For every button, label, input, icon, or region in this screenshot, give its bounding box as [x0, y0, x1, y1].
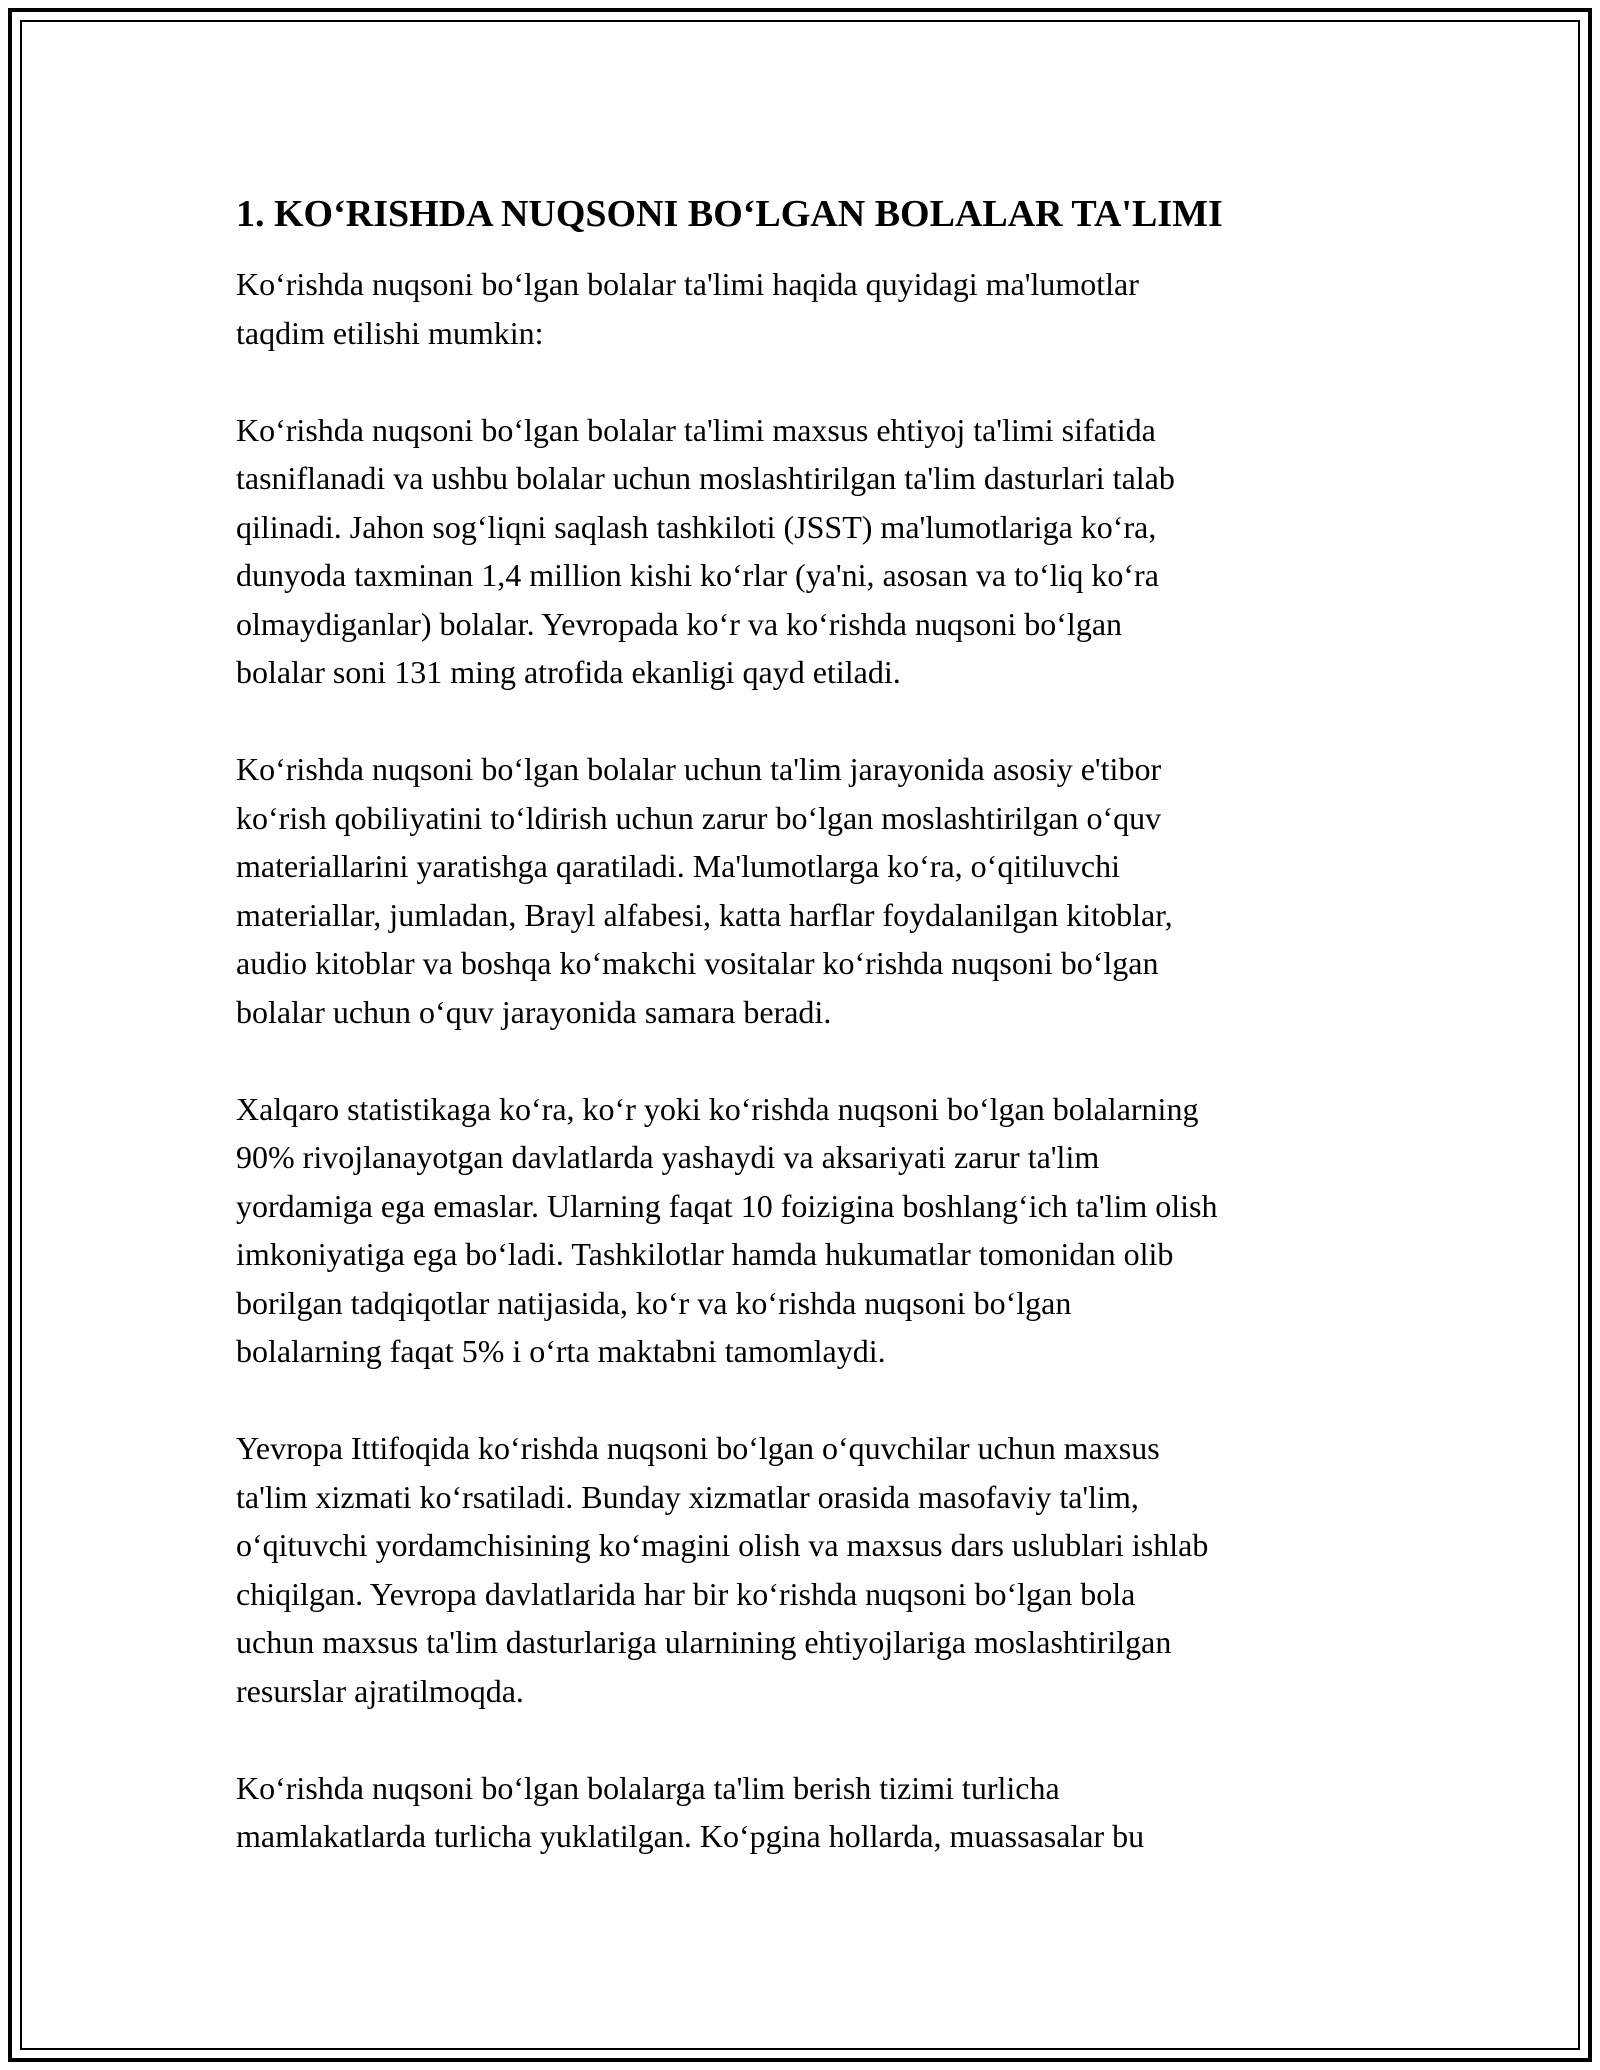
text-line: ko‘rish qobiliyatini to‘ldirish uchun zarur bo‘lgan moslashtirilgan o‘quv — [236, 799, 1162, 836]
text-line: Yevropa Ittifoqida ko‘rishda nuqsoni bo‘lgan o‘quvchilar uchun maxsus — [236, 1430, 1160, 1466]
paragraph-4 — [236, 1085, 1386, 1376]
text-line: materiallar, jumladan, Brayl alfabesi, katta harflar foydalanilgan kitoblar, — [236, 896, 1173, 933]
text-line: Ko‘rishda nuqsoni bo‘lgan bolalar ta'limi maxsus ehtiyoj ta'limi sifatida — [236, 411, 1156, 448]
text-line: Ko‘rishda nuqsoni bo‘lgan bolalar uchun ta'lim jarayonida asosiy e'tibor — [236, 751, 1162, 787]
paragraph-2 — [236, 406, 1386, 697]
text-line: imkoniyatiga ega bo‘ladi. Tashkilotlar hamda hukumatlar tomonidan olib — [236, 1236, 1174, 1272]
text-line: Ko‘rishda nuqsoni bo‘lgan bolalar ta'limi haqida quyidagi ma'lumotlar — [236, 266, 1139, 302]
document-title: 1. KO‘RISHDA NUQSONI BO‘LGAN BOLALAR TA'LIMI — [236, 193, 1223, 235]
text-line: Xalqaro statistikaga ko‘ra, ko‘r yoki ko‘rishda nuqsoni bo‘lgan bolalarning — [236, 1090, 1199, 1127]
text-line: chiqilgan. Yevropa davlatlarida har bir ko‘rishda nuqsoni bo‘lgan bola — [236, 1575, 1136, 1612]
paragraph-5 — [236, 1424, 1386, 1715]
paragraph-6 — [236, 1764, 1386, 1861]
text-line: olmaydiganlar) bolalar. Yevropada ko‘r va ko‘rishda nuqsoni bo‘lgan — [236, 605, 1123, 642]
paragraph-3 — [236, 745, 1386, 1036]
text-line: mamlakatlarda turlicha yuklatilgan. Ko‘pgina hollarda, muassasalar bu — [236, 1818, 1145, 1854]
text-line: o‘qituvchi yordamchisining ko‘magini olish va maxsus dars uslublari ishlab — [236, 1527, 1209, 1563]
document-body — [236, 190, 1386, 1909]
text-line: taqdim etilishi mumkin: — [236, 314, 544, 351]
text-line: bolalarning faqat 5% i o‘rta maktabni tamomlaydi. — [236, 1333, 886, 1369]
text-line: ta'lim xizmati ko‘rsatiladi. Bunday xizmatlar orasida masofaviy ta'lim, — [236, 1478, 1139, 1515]
text-line: qilinadi. Jahon sog‘liqni saqlash tashkiloti (JSST) ma'lumotlariga ko‘ra, — [236, 508, 1157, 545]
text-line: resurslar ajratilmoqda. — [236, 1672, 524, 1709]
text-line: audio kitoblar va boshqa ko‘makchi vositalar ko‘rishda nuqsoni bo‘lgan — [236, 945, 1159, 981]
text-line: yordamiga ega emaslar. Ularning faqat 10 foizigina boshlang‘ich ta'lim olish — [236, 1187, 1218, 1224]
text-line: bolalar soni 131 ming atrofida ekanligi qayd etiladi. — [236, 654, 901, 690]
text-line: bolalar uchun o‘quv jarayonida samara beradi. — [236, 993, 832, 1030]
text-line: uchun maxsus ta'lim dasturlariga ularnining ehtiyojlariga moslashtirilgan — [236, 1624, 1172, 1660]
paragraph-1 — [236, 260, 1386, 357]
text-line: 90% rivojlanayotgan davlatlarda yashaydi va aksariyati zarur ta'lim — [236, 1139, 1100, 1175]
text-line: tasniflanadi va ushbu bolalar uchun moslashtirilgan ta'lim dasturlari talab — [236, 460, 1175, 496]
text-line: borilgan tadqiqotlar natijasida, ko‘r va ko‘rishda nuqsoni bo‘lgan — [236, 1284, 1072, 1321]
text-line: Ko‘rishda nuqsoni bo‘lgan bolalarga ta'lim berish tizimi turlicha — [236, 1769, 1060, 1806]
text-line: materiallarini yaratishga qaratiladi. Ma'lumotlarga ko‘ra, o‘qitiluvchi — [236, 848, 1120, 884]
text-line: dunyoda taxminan 1,4 million kishi ko‘rlar (ya'ni, asosan va to‘liq ko‘ra — [236, 557, 1159, 593]
